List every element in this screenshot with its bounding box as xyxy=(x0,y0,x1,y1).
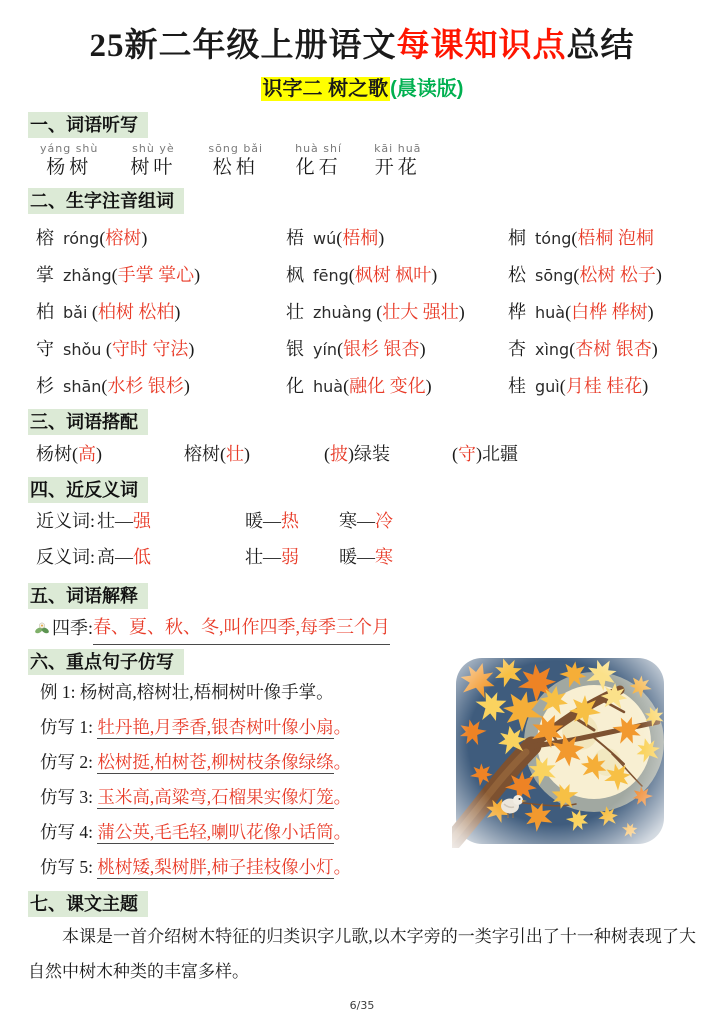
pinyin-word: kāi huā 开花 xyxy=(374,142,422,178)
phonics-entry: 梧 wú(梧桐) xyxy=(286,228,385,248)
section-header-explain: 五、词语解释 xyxy=(28,583,148,609)
pinyin-word: shù yè 树叶 xyxy=(130,142,177,178)
row-label: 反义词: xyxy=(36,547,96,567)
imitation-sentence: 仿写 5: 桃树矮,梨树胖,柿子挂枝像小灯。 xyxy=(40,857,352,877)
definition-line xyxy=(34,611,724,645)
section-theme xyxy=(0,885,724,989)
imitation-sentence: 仿写 4: 蒲公英,毛毛轻,喇叭花像小话筒。 xyxy=(40,822,352,842)
title-red-part: 每课知识点 xyxy=(396,28,567,64)
imitation-sentence: 仿写 3: 玉米高,高粱弯,石榴果实像灯笼。 xyxy=(40,787,352,807)
phonics-entry: 桐 tóng(梧桐 泡桐 xyxy=(508,228,654,248)
phonics-entry: 杉 shān(水杉 银杉) xyxy=(36,376,190,396)
synonym-row xyxy=(36,503,724,539)
imitation-label: 仿写 4: xyxy=(40,822,93,842)
matching-item: (披)绿装 xyxy=(324,444,390,464)
matching-item: 榕树(壮) xyxy=(184,444,250,464)
page-number: 6/35 xyxy=(349,999,375,1012)
section-dictation xyxy=(0,108,724,180)
term: 四季: xyxy=(52,618,94,638)
section-phonics xyxy=(0,180,724,405)
title-suffix: 总结 xyxy=(566,28,635,64)
example-label: 例 1: xyxy=(40,682,76,702)
word-pair: 暖—寒 xyxy=(339,547,394,567)
word-pair: 高—低 xyxy=(97,547,152,567)
phonics-entry: 榕 róng(榕树) xyxy=(36,228,148,248)
example-text: 杨树高,榕树壮,梧桐树叶像手掌。 xyxy=(79,682,334,702)
word-pair: 壮—强 xyxy=(97,511,152,531)
section-explain xyxy=(0,575,724,645)
definition-text: 春、夏、秋、冬,叫作四季,每季三个月 xyxy=(93,611,390,645)
section-header-syn-ant: 四、近反义词 xyxy=(28,477,148,503)
matching-item: (守)北疆 xyxy=(452,444,518,464)
title-prefix: 25新二年级上册语文 xyxy=(89,28,397,64)
phonics-entry: 柏 bǎi (柏树 松柏) xyxy=(36,302,181,322)
subtitle-highlight: 识字二 树之歌 xyxy=(262,78,389,100)
pinyin-word: sōng bǎi 松柏 xyxy=(208,142,264,178)
dictation-words xyxy=(40,142,724,180)
word-pair: 壮—弱 xyxy=(245,547,300,567)
imitation-label: 仿写 3: xyxy=(40,787,93,807)
page-subtitle xyxy=(0,76,724,102)
pinyin-word: huà shí 化石 xyxy=(295,142,343,178)
page-title xyxy=(0,24,724,68)
phonics-entry: 守 shǒu (守时 守法) xyxy=(36,339,195,359)
subtitle-edition: (晨读版) xyxy=(390,78,464,100)
phonics-entry: 银 yín(银杉 银杏) xyxy=(286,339,426,359)
section-header-phonics: 二、生字注音组词 xyxy=(28,188,184,214)
phonics-entry: 枫 fēng(枫树 枫叶) xyxy=(286,265,438,285)
phonics-entry: 桦 huà(白桦 桦树) xyxy=(508,302,654,322)
pinyin-word: yáng shù 杨树 xyxy=(40,142,99,178)
word-pair: 寒—冷 xyxy=(339,511,394,531)
matching-item: 杨树(高) xyxy=(36,444,102,464)
phonics-entry: 松 sōng(松树 松子) xyxy=(508,265,662,285)
section-header-matching: 三、词语搭配 xyxy=(28,409,148,435)
section-header-imitation: 六、重点句子仿写 xyxy=(28,649,184,675)
row-label: 近义词: xyxy=(36,511,96,531)
phonics-entry: 掌 zhǎng(手掌 掌心) xyxy=(36,265,201,285)
autumn-tree-illustration xyxy=(452,654,668,848)
autumn-tree-image xyxy=(452,654,668,848)
imitation-label: 仿写 2: xyxy=(40,752,93,772)
imitation-label: 仿写 1: xyxy=(40,717,93,737)
phonics-entry: 壮 zhuàng (壮大 强壮) xyxy=(286,302,465,322)
section-matching xyxy=(0,405,724,471)
imitation-sentence: 仿写 2: 松树挺,柏树苍,柳树枝条像绿绦。 xyxy=(40,752,352,772)
phonics-entry: 桂 guì(月桂 桂花) xyxy=(508,376,649,396)
imitation-sentence: 仿写 1: 牡丹艳,月季香,银杏树叶像小扇。 xyxy=(40,717,352,737)
phonics-entry: 杏 xìng(杏树 银杏) xyxy=(508,339,658,359)
matching-row xyxy=(36,437,724,471)
phonics-entry: 化 huà(融化 变化) xyxy=(286,376,432,396)
word-pair: 暖—热 xyxy=(245,511,300,531)
flower-icon xyxy=(34,620,50,636)
antonym-row xyxy=(36,539,724,575)
section-header-theme: 七、课文主题 xyxy=(28,891,148,917)
phonics-grid xyxy=(36,220,724,405)
theme-paragraph: 本课是一首介绍树木特征的归类识字儿歌,以木字旁的一类字引出了十一种树表现了大自然中树木种类的丰富多样。 xyxy=(28,927,696,981)
section-header-dictation: 一、词语听写 xyxy=(28,112,148,138)
imitation-label: 仿写 5: xyxy=(40,857,93,877)
section-syn-ant xyxy=(0,471,724,575)
